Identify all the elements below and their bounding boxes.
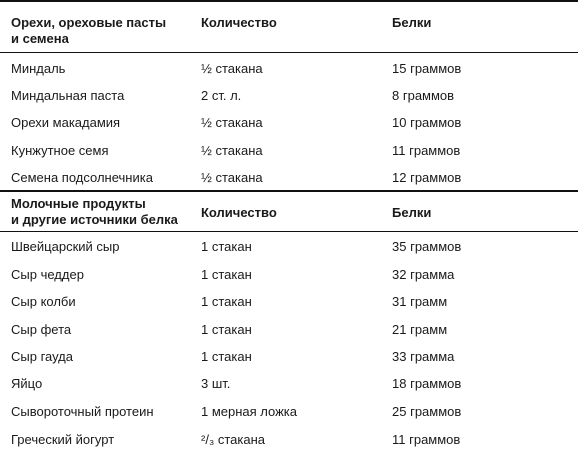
table-row-protein: 11 граммов [392,143,461,158]
table-row-amount: ²/₃ стакана [201,432,265,447]
table-row-name: Сывороточный протеин [11,404,154,419]
table-row-protein: 12 граммов [392,170,462,185]
section1-header-name-line1: Орехи, ореховые пасты [11,15,167,30]
table-row-protein: 33 грамма [392,349,455,364]
section-divider-rule [0,190,578,192]
table-row-amount: 2 ст. л. [201,88,242,103]
table-row-name: Сыр фета [11,322,72,337]
table-row-amount: 1 стакан [201,322,252,337]
table-row-amount: ½ стакана [201,115,263,130]
table-row-name: Орехи макадамия [11,115,121,130]
table-row-name: Яйцо [11,376,43,391]
section2-header-name-line1: Молочные продукты [11,196,146,211]
table-row-amount: 1 стакан [201,267,252,282]
section1-header-name-line2: и семена [11,31,69,46]
table-row-name: Семена подсолнечника [11,170,153,185]
table-row-amount: ½ стакана [201,143,263,158]
table-row-amount: 1 стакан [201,294,252,309]
table-row-name: Греческий йогурт [11,432,115,447]
table-row-protein: 11 граммов [392,432,461,447]
table-row-amount: 3 шт. [201,376,231,391]
table-row-name: Миндальная паста [11,88,125,103]
table-row-protein: 18 граммов [392,376,462,391]
table-row-protein: 31 грамм [392,294,448,309]
table-row-name: Швейцарский сыр [11,239,120,254]
table-row-protein: 8 граммов [392,88,455,103]
table-row-protein: 21 грамм [392,322,448,337]
table-row-name: Кунжутное семя [11,143,109,158]
section2-header-protein: Белки [392,205,432,220]
table-row-name: Сыр колби [11,294,76,309]
table-row-amount: ½ стакана [201,170,263,185]
table-row-name: Сыр гауда [11,349,73,364]
table-row-amount: 1 стакан [201,349,252,364]
table-top-rule [0,0,578,2]
table-row-protein: 15 граммов [392,61,462,76]
table-row-amount: 1 стакан [201,239,252,254]
table-row-protein: 10 граммов [392,115,462,130]
section2-header-amount: Количество [201,205,277,220]
section1-header-rule [0,52,578,53]
section1-header-amount: Количество [201,15,277,30]
table-row-amount: 1 мерная ложка [201,404,298,419]
table-row-name: Миндаль [11,61,66,76]
table-row-name: Сыр чеддер [11,267,84,282]
section2-header-name-line2: и другие источники белка [11,212,178,227]
table-row-protein: 25 граммов [392,404,462,419]
section2-header-rule [0,231,578,232]
table-row-amount: ½ стакана [201,61,263,76]
table-row-protein: 35 граммов [392,239,462,254]
section1-header-protein: Белки [392,15,432,30]
table-row-protein: 32 грамма [392,267,455,282]
